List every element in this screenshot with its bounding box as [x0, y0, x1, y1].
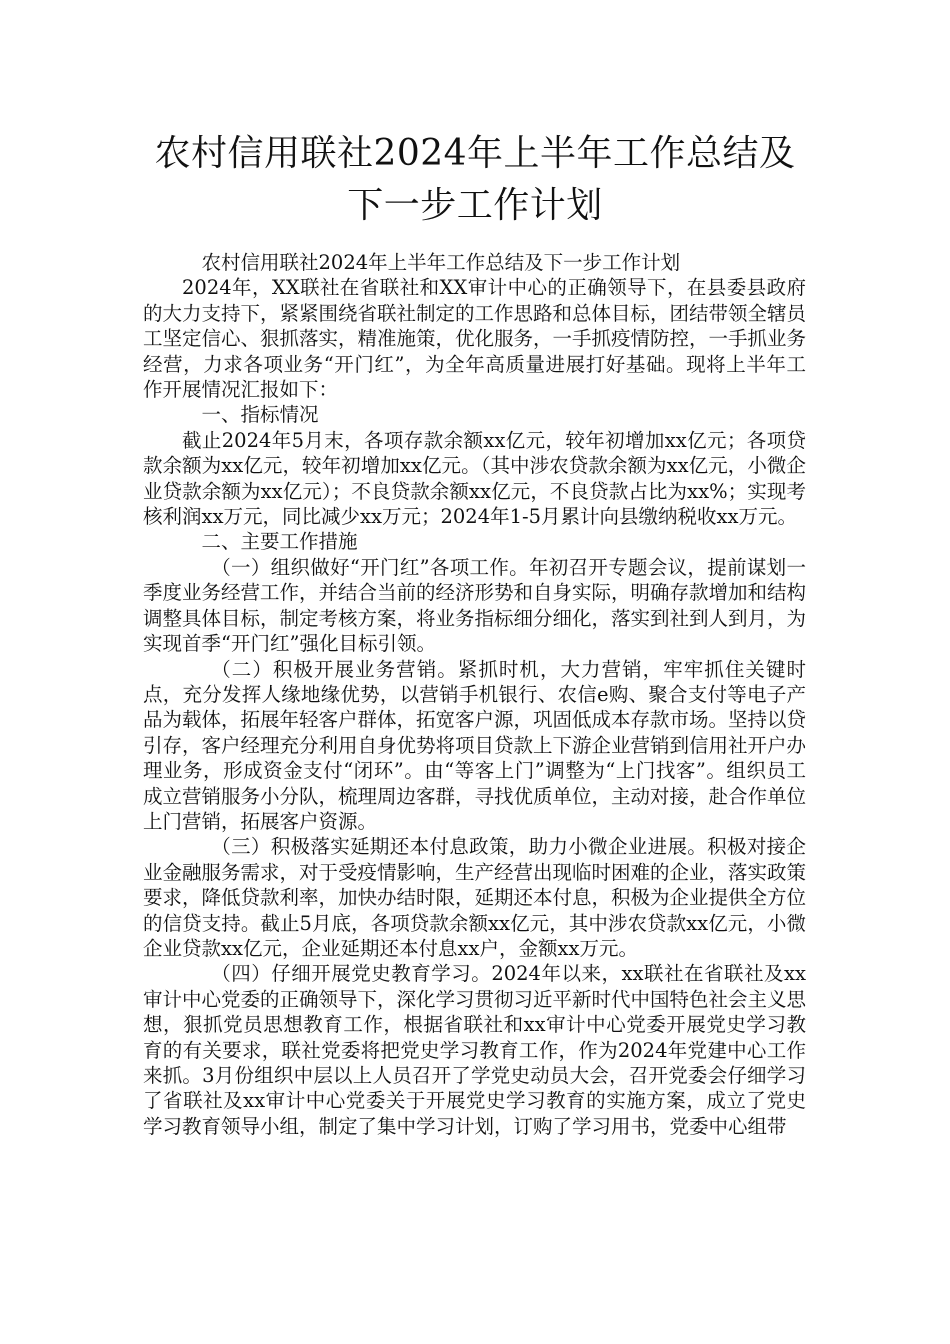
measure-paragraph-1: （一）组织做好“开门红”各项工作。年初召开专题会议，提前谋划一季度业务经营工作，并结合当前的经济形势和自身实际，明确存款增加和结构调整具体目标，制定考核方案，将业务指标细分细化，落实到社到人到月，为实现首季“开门红”强化目标引领。: [143, 555, 807, 656]
section-heading-indicators: 一、指标情况: [201, 403, 319, 427]
indicators-paragraph: 截止2024年5月末，各项存款余额xx亿元，较年初增加xx亿元；各项贷款余额为xx亿元，较年初增加xx亿元。（其中涉农贷款余额为xx亿元，小微企业贷款余额为xx亿元）；不良贷款余额xx亿元，不良贷款占比为xx%；实现考核利润xx万元，同比减少xx万元；2024年1-5月累计向县缴纳税收xx万元。: [143, 428, 806, 529]
measure-paragraph-4: （四）仔细开展党史教育学习。2024年以来，xx联社在省联社及xx审计中心党委的正确领导下，深化学习贯彻习近平新时代中国特色社会主义思想，狠抓党员思想教育工作，根据省联社和xx审计中心党委开展党史学习教育的有关要求，联社党委将把党史学习教育工作，作为2024年党建中心工作来抓。3月份组织中层以上人员召开了学党史动员大会，召开党委会仔细学习了省联社及xx审计中心党委关于开展党史学习教育的实施方案，成立了党史学习教育领导小组，制定了集中学习计划，订购了学习用书，党委中心组带: [143, 962, 807, 1138]
section-heading-measures: 二、主要工作措施: [201, 530, 358, 554]
document-subtitle: 农村信用联社2024年上半年工作总结及下一步工作计划: [201, 251, 681, 274]
measure-paragraph-2: （二）积极开展业务营销。紧抓时机，大力营销，牢牢抓住关键时点，充分发挥人缘地缘优势，以营销手机银行、农信e购、聚合支付等电子产品为载体，拓展年轻客户群体，拓宽客户源，巩固低成本存款市场。坚持以贷引存，客户经理充分利用自身优势将项目贷款上下游企业营销到信用社开户办理业务，形成资金支付“闭环”。由“等客上门”调整为“上门找客”。组织员工成立营销服务小分队，梳理周边客群，寻找优质单位，主动对接，赴合作单位上门营销，拓展客户资源。: [143, 657, 807, 833]
document-body: [143, 250, 806, 1139]
measure-paragraph-3: （三）积极落实延期还本付息政策，助力小微企业进展。积极对接企业金融服务需求，对于受疫情影响，生产经营出现临时困难的企业，落实政策要求，降低贷款利率，加快办结时限，延期还本付息，积极为企业提供全方位的信贷支持。截止5月底，各项贷款余额xx亿元，其中涉农贷款xx亿元，小微企业贷款xx亿元，企业延期还本付息xx户，金额xx万元。: [143, 835, 807, 960]
intro-paragraph: 2024年，XX联社在省联社和XX审计中心的正确领导下，在县委县政府的大力支持下，紧紧围绕省联社制定的工作思路和总体目标，团结带领全辖员工坚定信心、狠抓落实，精准施策，优化服务，一手抓疫情防控，一手抓业务经营，力求各项业务“开门红”，为全年高质量进展打好基础。现将上半年工作开展情况汇报如下：: [143, 276, 807, 402]
document-title: 农村信用联社2024年上半年工作总结及下一步工作计划: [154, 133, 796, 226]
